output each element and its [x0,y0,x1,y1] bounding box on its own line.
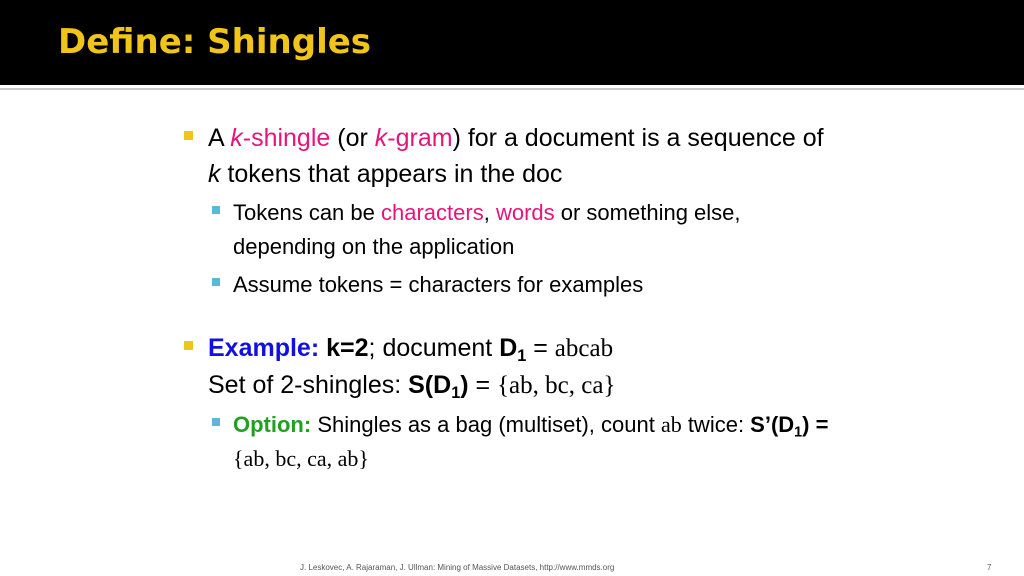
bullet-shingle-definition [180,120,840,192]
text: or something else, depending on the application [233,200,741,259]
text: A [208,124,231,152]
text: ) for a document is a sequence of [452,124,824,152]
text: (or [330,124,375,152]
text: ; document [368,334,500,362]
title-divider [0,88,1024,90]
text: = [526,334,555,362]
k-value: k=2 [326,334,369,362]
subscript: 1 [517,346,527,365]
title-bar [0,0,1024,85]
text: Assume tokens = characters for examples [233,272,644,297]
sub-bullet-option [208,408,840,476]
square-bullet-icon [212,418,220,426]
bullet-example [180,330,840,404]
bag-name-close: ) = [802,412,829,437]
text: twice: [681,412,751,437]
gram-term: -gram [387,124,453,152]
sub-bullet-tokens [208,196,840,264]
words-term: words [495,200,555,225]
square-bullet-icon [184,341,193,350]
square-bullet-icon [184,131,193,140]
subscript: 1 [794,424,803,441]
set-name: S(D [408,371,452,399]
text: Tokens can be [233,200,381,225]
option-label: Option: [233,412,312,437]
text: , [483,200,490,225]
text: = [468,371,498,399]
doc-value: abcab [554,335,614,362]
slide-body [180,120,840,476]
k-italic: k [208,160,221,188]
characters-term: characters [380,200,484,225]
text: tokens that appears in the doc [220,160,563,188]
square-bullet-icon [212,278,220,286]
set-name-close: ) [460,371,469,399]
text: Set of 2-shingles: [208,371,409,399]
sub-bullet-assume [208,268,840,302]
bag-value: {ab, bc, ca, ab} [233,446,369,471]
k-italic: k [374,124,388,152]
page-number: 7 [987,563,992,572]
example-label: Example: [208,334,320,362]
doc-name: D [499,334,518,362]
subscript: 1 [451,383,461,402]
text: Shingles as a bag (multiset), count [311,412,661,437]
square-bullet-icon [212,206,220,214]
bag-name: S’(D [750,412,795,437]
k-italic: k [230,124,243,152]
slide-title: Define: Shingles [58,22,372,62]
shingle-term: -shingle [242,124,331,152]
set-value: {ab, bc, ca} [497,372,616,399]
ab-value: ab [660,412,682,437]
footer-citation: J. Leskovec, A. Rajaraman, J. Ullman: Mining of Massive Datasets, http://www.mmds.org [300,563,615,572]
